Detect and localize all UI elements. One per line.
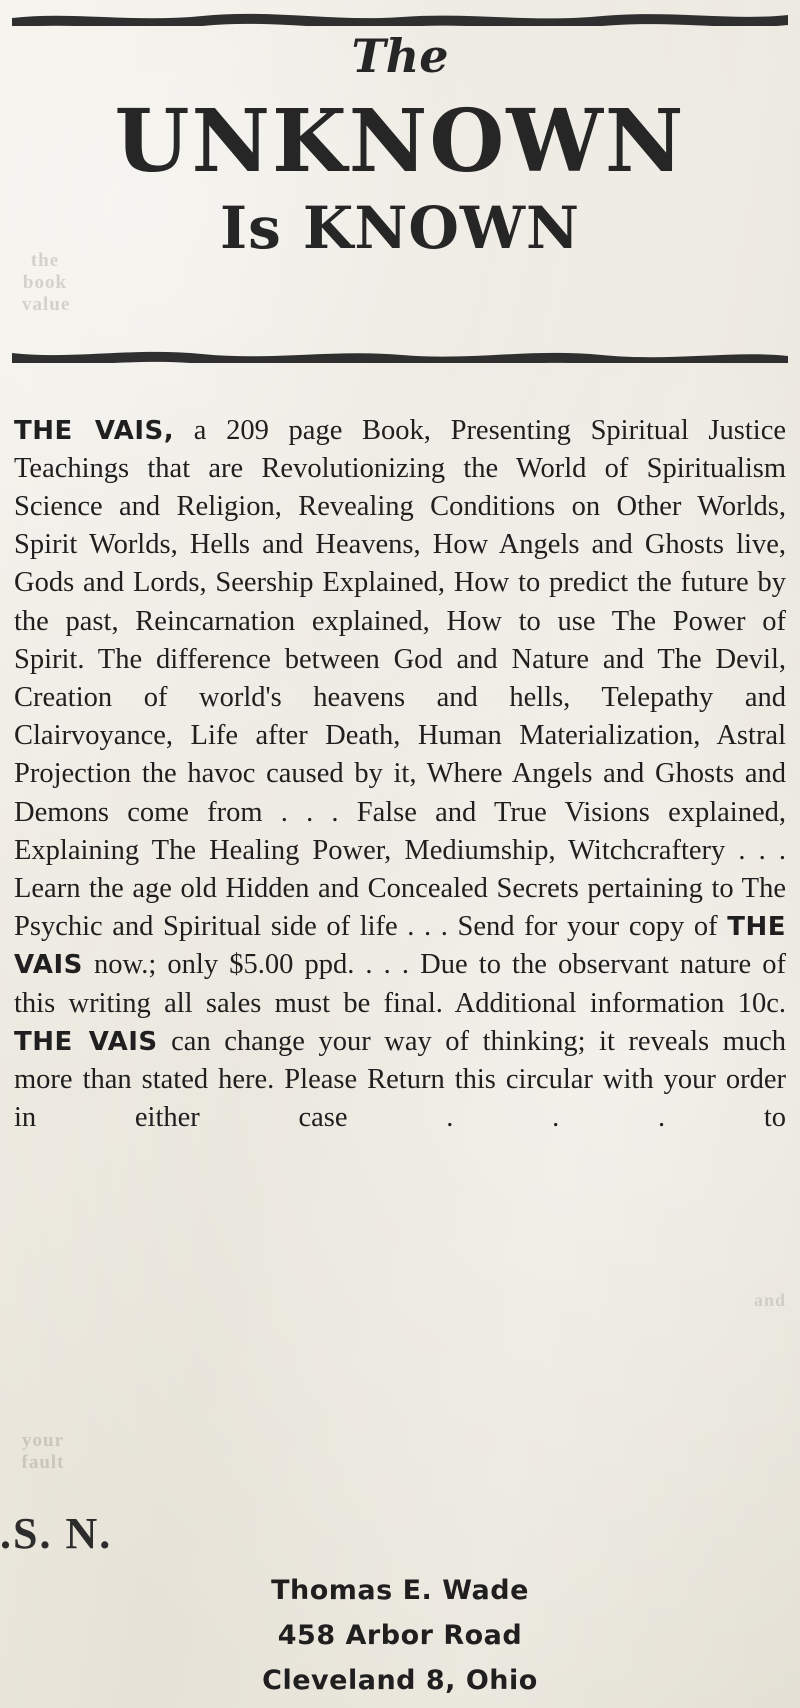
show-through-text-corner: .S. N. xyxy=(0,1509,113,1558)
address-name: Thomas E. Wade xyxy=(271,1575,529,1606)
address-city: Cleveland 8, Ohio xyxy=(262,1665,538,1696)
show-through-text-left-top: the book value xyxy=(22,250,71,315)
top-divider-rule xyxy=(12,8,788,26)
brand-mid: THE VAIS xyxy=(14,912,786,981)
brand-end: THE VAIS xyxy=(14,1026,158,1057)
masthead-the: The xyxy=(351,29,449,83)
masthead-is-known: Is KNOWN xyxy=(219,194,581,262)
body-text-2: now.; only $5.00 ppd. . . . Due to the observant nature of this writing all sales must be final. Additional information 10c. xyxy=(14,949,786,1019)
body-text-3: can change your way of thinking; it reveals much more than stated here. Please Return this circular with your order in either case . . . to xyxy=(14,1025,786,1134)
masthead xyxy=(0,30,800,260)
masthead-unknown: UNKNOWN xyxy=(114,91,686,192)
body-text-1: a 209 page Book, Presenting Spiritual Justice Teachings that are Revolutionizing the World of Spiritualism Science and Religion, Revealing Conditions on Other Worlds, Spirit Worlds, Hells and Heavens, How Angels and Ghosts live, Gods and Lords, Seership Explained, How to predict the future by the past, Reincarnation explained, How to use The Power of Spirit. The difference between God and Nature and The Devil, Creation of world's heavens and hells, Telepathy and Clairvoyance, Life after Death, Human Materialization, Astral Projection the havoc caused by it, Where Angels and Ghosts and Demons come from . . . False and True Visions explained, Explaining The Healing Power, Mediumship, Witchcraftery . . . Learn the age old Hidden and Concealed Secrets pertaining to The Psychic and Spiritual side of life . . . Send for your copy of xyxy=(14,414,786,943)
middle-divider-rule xyxy=(12,345,788,363)
brand-lead: THE VAIS, xyxy=(14,415,175,446)
show-through-text-left-bottom: your fault xyxy=(21,1430,65,1473)
address-street: 458 Arbor Road xyxy=(277,1620,523,1651)
body-paragraph xyxy=(10,412,790,1138)
show-through-text-right: and xyxy=(753,1290,787,1310)
sender-address-block xyxy=(0,1568,800,1703)
